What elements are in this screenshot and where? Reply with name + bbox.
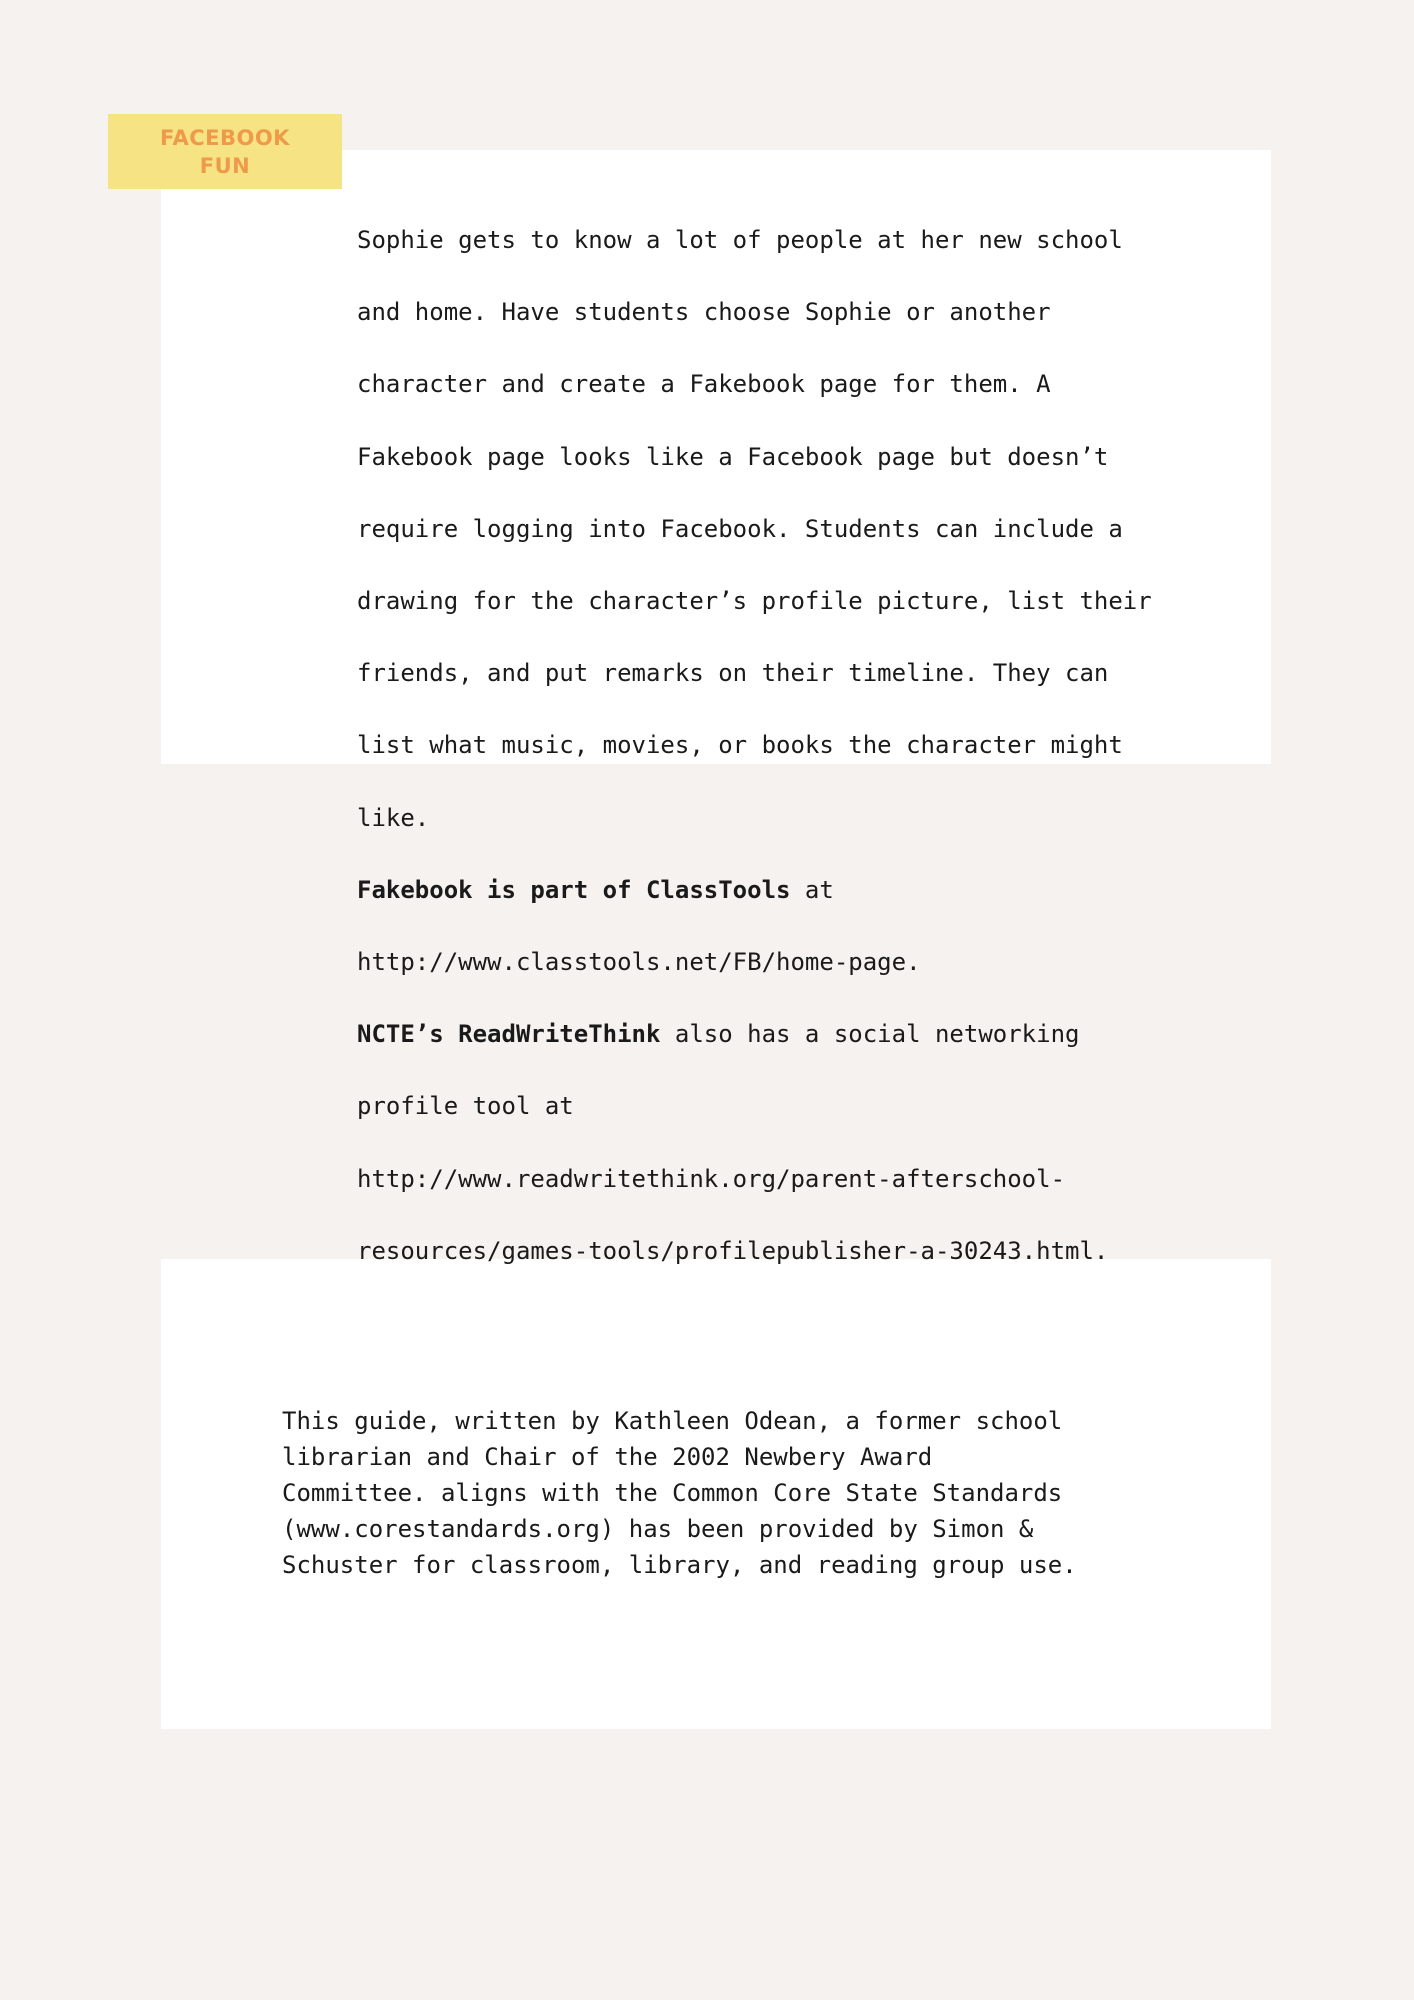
fakebook-url-link[interactable]: http://www.classtools.net/FB/home-page. <box>357 947 921 976</box>
credits-line: This guide, written by Kathleen Odean, a former school <box>282 1407 1063 1435</box>
section-tag <box>108 114 342 189</box>
activity-line: like. <box>357 803 430 832</box>
credits-line: Schuster for classroom, library, and reading group use. <box>282 1551 1077 1580</box>
activity-line: require logging into Facebook. Students can include a <box>357 514 1123 543</box>
activity-line: list what music, movies, or books the character might <box>357 731 1123 760</box>
activity-text <box>357 186 1237 1305</box>
credits-line: (www.corestandards.org) has been provided by Simon & <box>282 1515 1034 1544</box>
credits-text <box>282 1403 1202 1583</box>
credits-line: Committee. aligns with the Common Core State Standards <box>282 1479 1063 1508</box>
section-tag-line2: FUN <box>199 153 251 178</box>
credits-line: librarian and Chair of the 2002 Newbery Award <box>282 1443 933 1472</box>
ncte-line <box>357 1016 1237 1052</box>
activity-line: character and create a Fakebook page for them. A <box>357 370 1051 399</box>
ncte-bold-text: NCTE’s ReadWriteThink <box>357 1020 661 1049</box>
ncte-rest-text: also has a social networking <box>660 1020 1080 1049</box>
fakebook-line <box>357 872 1237 908</box>
ncte-url-link-line2[interactable]: resources/games-tools/profilepublisher-a-30243.html. <box>357 1236 1109 1265</box>
fakebook-rest-text: at <box>790 875 834 904</box>
fakebook-bold-text: Fakebook is part of ClassTools <box>357 875 791 904</box>
activity-line: friends, and put remarks on their timeline. They can <box>357 659 1109 688</box>
activity-line: Sophie gets to know a lot of people at her new school <box>357 226 1123 255</box>
activity-line: drawing for the character’s profile picture, list their <box>357 587 1152 616</box>
section-tag-line1: FACEBOOK <box>160 125 290 150</box>
ncte-url-link-line1[interactable]: http://www.readwritethink.org/parent-afterschool- <box>357 1164 1066 1193</box>
activity-line: Fakebook page looks like a Facebook page but doesn’t <box>357 442 1109 471</box>
ncte-line-2: profile tool at <box>357 1092 574 1121</box>
activity-line: and home. Have students choose Sophie or another <box>357 298 1051 327</box>
